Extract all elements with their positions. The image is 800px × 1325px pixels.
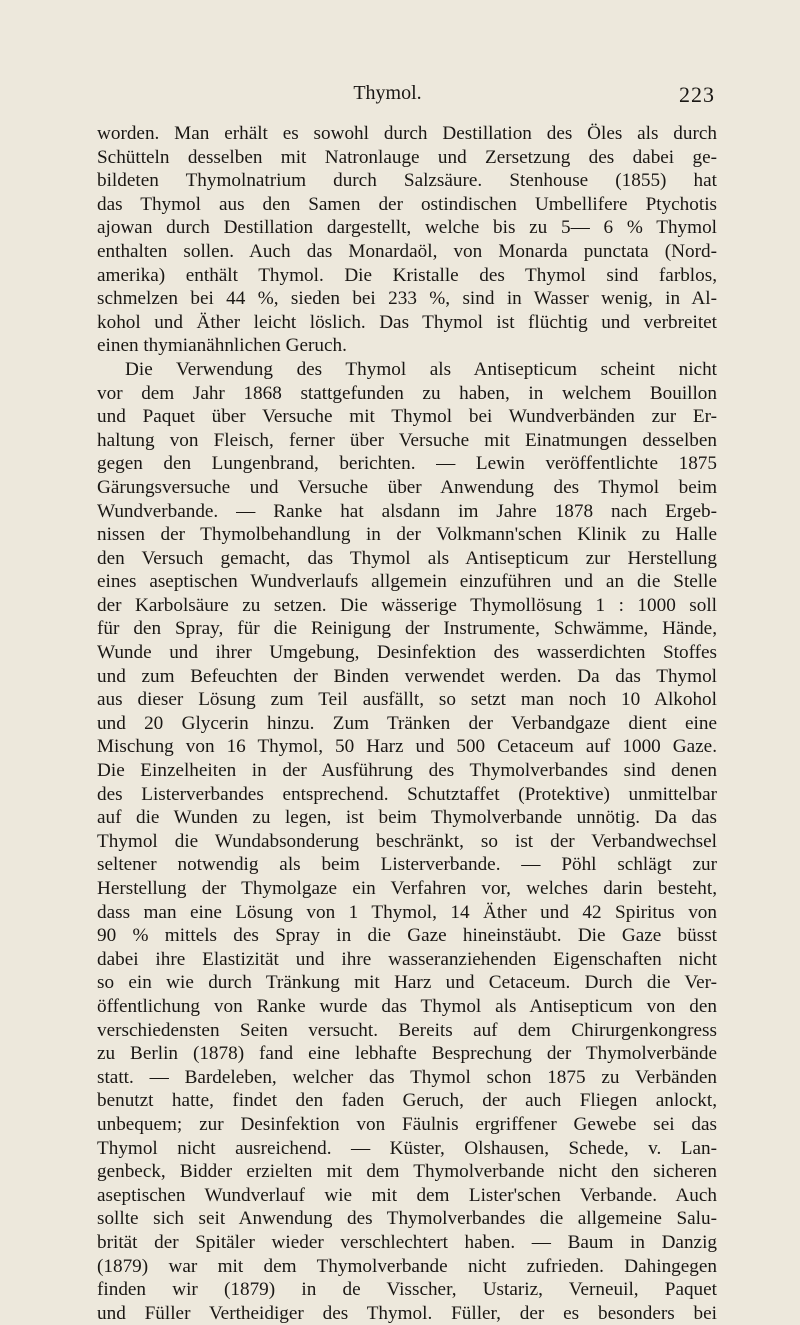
text-line: vor dem Jahr 1868 stattgefunden zu haben, in welchem Bouillon <box>97 382 717 404</box>
text-line: so ein wie durch Tränkung mit Harz und Cetaceum. Durch die Ver- <box>97 972 717 994</box>
text-line: bildeten Thymolnatrium durch Salzsäure. Stenhouse (1855) hat <box>97 170 717 192</box>
text-line: verschiedensten Seiten versucht. Bereits auf dem Chirurgenkongress <box>97 1019 717 1041</box>
text-line: den Versuch gemacht, das Thymol als Antisepticum zur Herstellung <box>97 547 717 569</box>
text-line: genbeck, Bidder erzielten mit dem Thymolverbande nicht den sicheren <box>97 1161 717 1183</box>
text-line: zu Berlin (1878) fand eine lebhafte Besprechung der Thymolverbände <box>97 1043 717 1065</box>
text-line: unbequem; zur Desinfektion von Fäulnis ergriffener Gewebe sei das <box>97 1113 717 1135</box>
text-line: finden wir (1879) in de Visscher, Ustariz, Verneuil, Paquet <box>97 1279 717 1301</box>
text-line: schmelzen bei 44 %, sieden bei 233 %, sind in Wasser wenig, in Al- <box>97 288 717 310</box>
text-line: kohol und Äther leicht löslich. Das Thymol ist flüchtig und verbreitet <box>97 311 717 333</box>
text-line: statt. — Bardeleben, welcher das Thymol schon 1875 zu Verbänden <box>97 1066 717 1088</box>
text-line: Gärungsversuche und Versuche über Anwendung des Thymol beim <box>97 476 717 498</box>
text-line: aseptischen Wundverlauf wie mit dem Lister'schen Verbande. Auch <box>97 1184 717 1206</box>
text-line: Thymol nicht ausreichend. — Küster, Olshausen, Schede, v. Lan- <box>97 1137 717 1159</box>
text-line: brität der Spitäler wieder verschlechtert haben. — Baum in Danzig <box>97 1231 717 1253</box>
text-line: und zum Befeuchten der Binden verwendet werden. Da das Thymol <box>97 665 717 687</box>
text-line: Wunde und ihrer Umgebung, Desinfektion des wasserdichten Stoffes <box>97 642 717 664</box>
text-line: des Listerverbandes entsprechend. Schutztaffet (Protektive) unmittelbar <box>97 783 717 805</box>
text-line: Die Einzelheiten in der Ausführung des Thymolverbandes sind denen <box>97 760 717 782</box>
text-line: Thymol die Wundabsonderung beschränkt, so ist der Verbandwechsel <box>97 830 717 852</box>
text-line: dass man eine Lösung von 1 Thymol, 14 Äther und 42 Spiritus von <box>97 901 717 923</box>
text-line: nissen der Thymolbehandlung in der Volkmann'schen Klinik zu Halle <box>97 524 717 546</box>
text-line: der Karbolsäure zu setzen. Die wässerige Thymollösung 1 : 1000 soll <box>97 594 717 616</box>
text-line: worden. Man erhält es sowohl durch Destillation des Öles als durch <box>97 123 717 144</box>
text-line: auf die Wunden zu legen, ist beim Thymolverbande unnötig. Da das <box>97 807 717 829</box>
text-line: dabei ihre Elastizität und ihre wasseranziehenden Eigenschaften nicht <box>97 948 717 970</box>
body-text <box>97 122 717 1325</box>
running-head-title: Thymol. <box>353 82 422 104</box>
text-line: benutzt hatte, findet den faden Geruch, der auch Fliegen anlockt, <box>97 1090 717 1112</box>
text-line: öffentlichung von Ranke wurde das Thymol als Antisepticum von den <box>97 995 717 1017</box>
text-line: amerika) enthält Thymol. Die Kristalle des Thymol sind farblos, <box>97 264 717 286</box>
text-line: und 20 Glycerin hinzu. Zum Tränken der Verbandgaze dient eine <box>97 712 717 734</box>
text-line: sollte sich seit Anwendung des Thymolverbandes die allgemeine Salu- <box>97 1208 717 1230</box>
page-number: 223 <box>679 82 715 107</box>
text-line: (1879) war mit dem Thymolverbande nicht zufrieden. Dahingegen <box>97 1255 717 1277</box>
text-line: einen thymianähnlichen Geruch. <box>97 335 347 357</box>
text-line: für den Spray, für die Reinigung der Instrumente, Schwämme, Hände, <box>97 618 717 640</box>
running-head <box>60 82 715 108</box>
text-line: und Füller Vertheidiger des Thymol. Füller, der es besonders bei <box>97 1302 717 1324</box>
text-line: und Paquet über Versuche mit Thymol bei Wundverbänden zur Er- <box>97 406 717 428</box>
text-line: Mischung von 16 Thymol, 50 Harz und 500 Cetaceum auf 1000 Gaze. <box>97 736 717 758</box>
text-line: Wundverbande. — Ranke hat alsdann im Jahre 1878 nach Ergeb- <box>97 500 717 522</box>
text-line: eines aseptischen Wundverlaufs allgemein einzuführen und an die Stelle <box>97 571 717 593</box>
text-line: aus dieser Lösung zum Teil ausfällt, so setzt man noch 10 Alkohol <box>97 689 717 711</box>
text-line: enthalten sollen. Auch das Monardaöl, von Monarda punctata (Nord- <box>97 240 717 262</box>
text-line: haltung von Fleisch, ferner über Versuche mit Einatmungen desselben <box>97 429 717 451</box>
text-line: 90 % mittels des Spray in die Gaze hineinstäubt. Die Gaze büsst <box>97 925 717 947</box>
text-line: Herstellung der Thymolgaze ein Verfahren vor, welches darin besteht, <box>97 878 717 899</box>
text-line: das Thymol aus den Samen der ostindischen Umbellifere Ptychotis <box>97 193 717 215</box>
text-line: Schütteln desselben mit Natronlauge und Zersetzung des dabei ge- <box>97 146 717 168</box>
text-line: seltener notwendig als beim Listerverbande. — Pöhl schlägt zur <box>97 854 717 876</box>
text-line: ajowan durch Destillation dargestellt, welche bis zu 5— 6 % Thymol <box>97 217 717 239</box>
text-line: gegen den Lungenbrand, berichten. — Lewin veröffentlichte 1875 <box>97 453 717 475</box>
text-line: Die Verwendung des Thymol als Antisepticum scheint nicht <box>125 358 717 380</box>
